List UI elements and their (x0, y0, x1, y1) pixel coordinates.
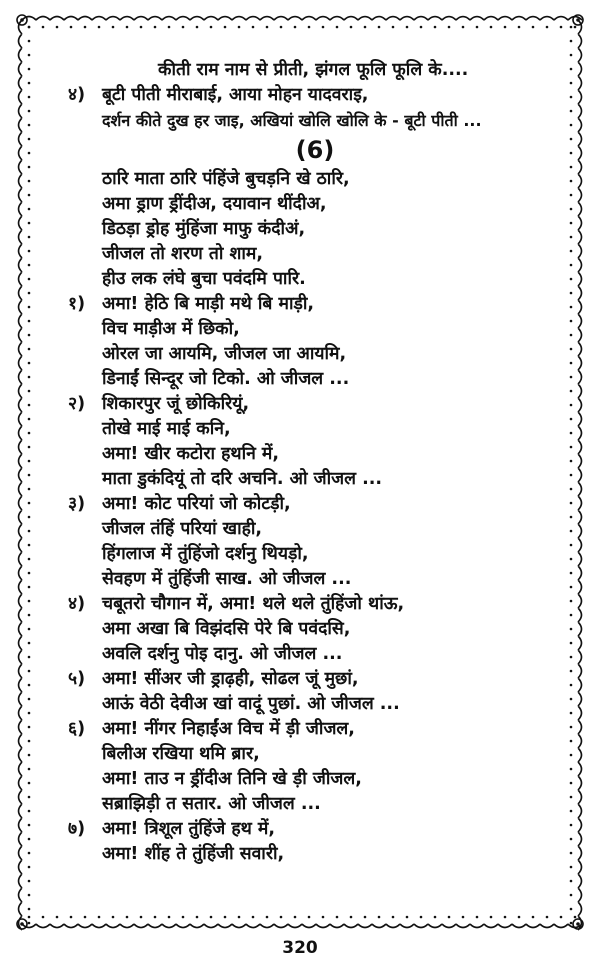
verse-line (68, 292, 570, 317)
section-heading: (6) (295, 136, 335, 164)
verse-text: बूटी पीती मीराबाई, आया मोहन यादवराइ, (102, 85, 369, 105)
verse-text: शिकारपुर जूं छोकिरियूं, (102, 394, 250, 414)
verse-text: अमा! त्रिशूल तुंहिंजे हथ में, (102, 819, 276, 839)
verse-line: अमा! शींह ते तुंहिंजी सवारी, (102, 844, 285, 864)
text-line: डिठड़ा ड्रोह मुंहिंजा माफु कंदीअं, (102, 219, 306, 239)
verse-number: १) (68, 294, 86, 314)
verse-line: सेवहण में तुंहिंजी साख. ओ जीजल ... (102, 569, 352, 589)
verse-line (68, 667, 570, 692)
verse-line: बिलीअ रखिया थमि ब्रार, (102, 744, 260, 764)
verse-number: ३) (68, 494, 86, 514)
verse-line: माता डुकंदियूं तो दरि अचनि. ओ जीजल ... (102, 469, 383, 489)
text-line: दर्शन कीते दुख हर जाइ, अखियां खोलि खोलि के - बूटी पीती ... (102, 111, 482, 130)
page-content (60, 58, 570, 867)
verse-line: विच माड़ीअ में छिको, (102, 319, 240, 339)
verse-text: अमा! हेठि बि माड़ी मथे बि माड़ी, (102, 294, 315, 314)
verse-text: अमा! कोट परियां जो कोटड़ी, (102, 494, 291, 514)
verse-line (68, 492, 570, 517)
text-line: अमा ड्राण ड्रींदीअ, दयावान थींदीअ, (102, 194, 327, 214)
page-number: 320 (282, 938, 318, 958)
verse-line: जीजल तंहिं परियां खाही, (102, 519, 263, 539)
verse-line (68, 83, 570, 108)
intro-block (60, 167, 570, 292)
verse-line: तोखे माई माई कनि, (102, 419, 231, 439)
verse-line (68, 817, 570, 842)
verse-number: ४) (68, 85, 86, 105)
verse-line: अमा अखा बि विझंदसि पेरे बि पवंदसि, (102, 619, 351, 639)
verse-number: ४) (68, 594, 86, 614)
verse-text: अमा! नींगर निहाईंअ विच में ड़ी जीजल, (102, 719, 355, 739)
text-line: हीउ लक लंघे बुचा पवंदमि पारि. (102, 269, 306, 289)
verse-number: ७) (68, 819, 86, 839)
verse-line: आऊं वेठी देवीअ खां वादूं पुछां. ओ जीजल ... (102, 694, 400, 714)
verse-line (68, 717, 570, 742)
verses-block (60, 292, 570, 867)
verse-line: अवलि दर्शनु पोइ दानु. ओ जीजल ... (102, 644, 343, 664)
text-line: कीती राम नाम से प्रीती, झंगल फूलि फूलि के.... (158, 60, 469, 80)
text-line: ठारि माता ठारि पंहिंजे बुचड़नि खे ठारि, (102, 169, 350, 189)
text-line: जीजल तो शरण तो शाम, (102, 244, 264, 264)
verse-line: सब्राझिड़ी त सतार. ओ जीजल ... (102, 794, 321, 814)
verse-text: अमा! सींअर जी ड्राढ़ही, सोढल जूं मुछां, (102, 669, 359, 689)
verse-number: ६) (68, 719, 86, 739)
verse-line: डिनाईं सिन्दूर जो टिको. ओ जीजल ... (102, 369, 350, 389)
verse-line: हिंगलाज में तुंहिंजो दर्शनु थियड़ो, (102, 544, 309, 564)
verse-line: ओरल जा आयमि, जीजल जा आयमि, (102, 344, 347, 364)
verse-line (68, 592, 570, 617)
verse-line: अमा! ताउ न ड्रींदीअ तिनि खे ड़ी जीजल, (102, 769, 362, 789)
verse-number: ५) (68, 669, 86, 689)
verse-line (68, 392, 570, 417)
verse-text: चबूतरो चौगान में, अमा! थले थले तुंहिंजो थांऊ, (102, 594, 405, 614)
verse-number: २) (68, 394, 86, 414)
verse-line: अमा! खीर कटोरा हथनि में, (102, 444, 280, 464)
